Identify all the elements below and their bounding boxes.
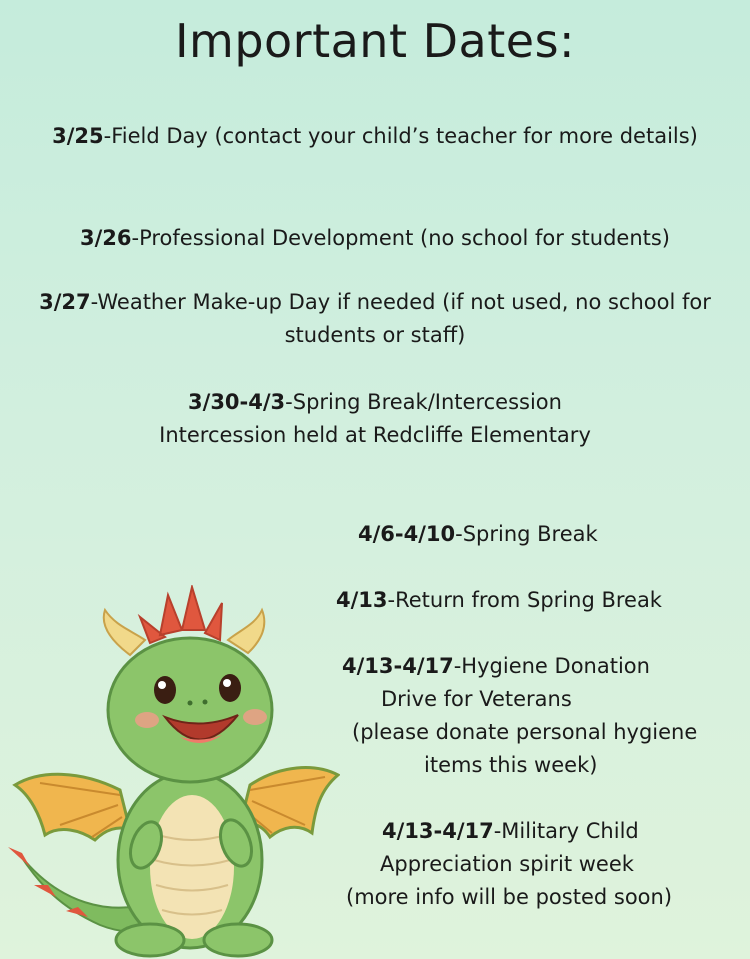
event-text: -Weather Make-up Day if needed (if not used, no school for [90, 290, 711, 314]
dragon-right-eye [219, 674, 241, 702]
event-date: 3/30-4/3 [188, 390, 286, 414]
event-text: -Spring Break [455, 522, 598, 546]
event-date: 4/13-4/17 [342, 654, 454, 678]
dragon-head-spikes [140, 587, 222, 643]
event-field-day [0, 120, 750, 153]
event-text: -Hygiene Donation [453, 654, 650, 678]
dragon-left-cheek [135, 712, 159, 728]
event-text: -Return from Spring Break [387, 588, 662, 612]
event-text-line: Appreciation spirit week [380, 852, 634, 876]
event-date: 4/6-4/10 [358, 522, 456, 546]
event-text-line: (more info will be posted soon) [346, 885, 673, 909]
event-text-line: Drive for Veterans [381, 687, 572, 711]
dragon-belly [150, 795, 234, 939]
event-text: -Field Day (contact your child’s teacher for more details) [103, 124, 698, 148]
event-spring-break-intercession [0, 386, 750, 452]
event-text: -Professional Development (no school for students) [131, 226, 670, 250]
event-date: 3/27 [39, 290, 91, 314]
event-weather-makeup [0, 286, 750, 352]
event-text-line: (please donate personal hygiene [352, 720, 698, 744]
event-text-line: students or staff) [284, 323, 466, 347]
dragon-right-cheek [243, 709, 267, 725]
dragon-right-foot [204, 924, 272, 956]
dragon-left-horn [104, 610, 145, 655]
event-text: -Spring Break/Intercession [285, 390, 562, 414]
event-date: 4/13 [336, 588, 388, 612]
event-return-from-break [336, 584, 662, 617]
event-date: 3/25 [52, 124, 104, 148]
event-date: 4/13-4/17 [382, 819, 494, 843]
event-date: 3/26 [79, 226, 132, 250]
dragon-head [108, 638, 272, 782]
dragon-left-eye [154, 676, 176, 704]
event-text: -Military Child [493, 819, 639, 843]
page-title: Important Dates: [174, 14, 576, 68]
dragon-left-foot [116, 924, 184, 956]
dragon-right-horn [228, 610, 264, 653]
event-text-line: items this week) [424, 753, 598, 777]
dragon-mascot-illustration [0, 585, 340, 959]
event-text-line: Intercession held at Redcliffe Elementary [159, 423, 591, 447]
event-professional-development [0, 222, 750, 255]
event-spring-break [358, 518, 598, 551]
